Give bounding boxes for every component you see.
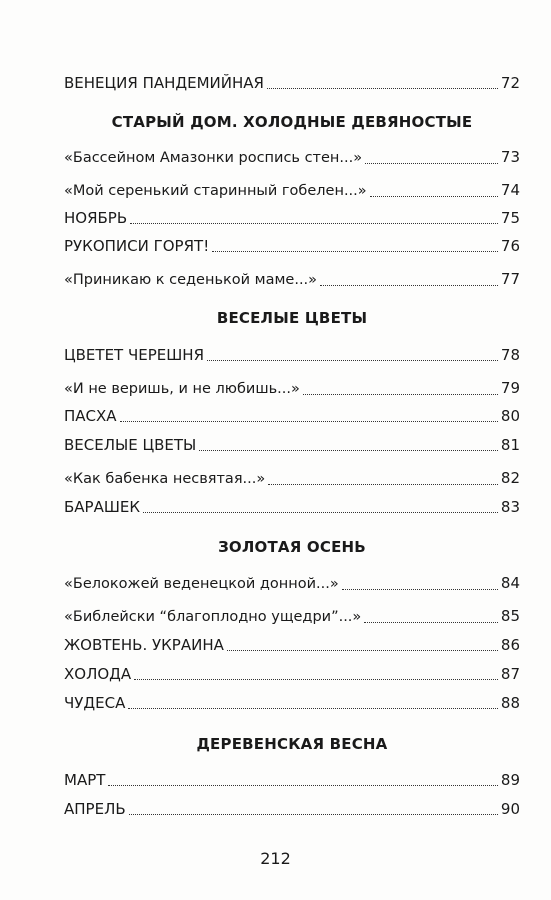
toc-entry-page: 89: [500, 771, 520, 789]
toc-leader-dots: [268, 484, 498, 485]
toc-entry-page: 84: [500, 574, 520, 592]
toc-entry-page: 83: [500, 498, 520, 516]
toc-leader-dots: [212, 251, 498, 252]
toc-entry: [64, 497, 520, 517]
toc-entry-title: ВЕСЕЛЫЕ ЦВЕТЫ: [64, 436, 197, 454]
toc-entry-page: 73: [500, 148, 520, 166]
toc-leader-dots: [320, 285, 498, 286]
page-number: 212: [260, 849, 291, 868]
toc-entry: [64, 147, 520, 168]
toc-entry-title: «И не веришь, и не любишь...»: [64, 381, 300, 397]
toc-entry-title: «Белокожей веденецкой донной...»: [64, 576, 339, 592]
toc-entry-page: 72: [500, 74, 520, 92]
toc-entry-title: ЧУДЕСА: [64, 694, 126, 712]
toc-entry: [64, 73, 520, 93]
toc-entry: [64, 606, 520, 627]
toc-entry-page: 79: [500, 379, 520, 397]
toc-entry: [64, 573, 520, 594]
toc-entry-title: «Библейски “благоплодно ущедри”...»: [64, 609, 362, 625]
toc-entry-title: ВЕНЕЦИЯ ПАНДЕМИЙНАЯ: [64, 74, 264, 92]
toc-leader-dots: [130, 223, 498, 224]
toc-leader-dots: [128, 708, 498, 709]
toc-entry-title: «Мой серенький старинный гобелен...»: [64, 183, 367, 199]
toc-leader-dots: [129, 814, 498, 815]
toc-entry: [64, 693, 520, 713]
toc-entry-title: АПРЕЛЬ: [64, 800, 126, 818]
toc-entry: [64, 435, 520, 455]
toc-entry-title: «Бассейном Амазонки роспись стен...»: [64, 150, 363, 166]
toc-entry-title: МАРТ: [64, 771, 106, 789]
toc-entry-title: ХОЛОДА: [64, 665, 132, 683]
toc-entry-title: «Как бабенка несвятая...»: [64, 471, 266, 487]
toc-entry-title: ЦВЕТЕТ ЧЕРЕШНЯ: [64, 346, 205, 364]
toc-leader-dots: [227, 650, 498, 651]
toc-entry-page: 90: [500, 800, 520, 818]
toc-entry: [64, 269, 520, 290]
toc-leader-dots: [207, 360, 498, 361]
toc-leader-dots: [303, 394, 498, 395]
toc-entry-page: 86: [500, 636, 520, 654]
toc-entry: [64, 770, 520, 790]
toc-leader-dots: [364, 622, 498, 623]
toc-entry: [64, 208, 520, 228]
toc-entry: [64, 664, 520, 684]
toc-entry-page: 77: [500, 270, 520, 288]
toc-entry: [64, 799, 520, 819]
toc-entry-title: ПАСХА: [64, 407, 117, 425]
toc-leader-dots: [342, 589, 498, 590]
section-heading: ЗОЛОТАЯ ОСЕНЬ: [218, 538, 366, 556]
toc-entry-title: БАРАШЕК: [64, 498, 141, 516]
toc-entry: [64, 635, 520, 655]
section-heading: ВЕСЕЛЫЕ ЦВЕТЫ: [216, 309, 368, 327]
toc-entry: [64, 378, 520, 399]
toc-entry-page: 87: [500, 665, 520, 683]
toc-entry-page: 81: [500, 436, 520, 454]
toc-entry: [64, 236, 520, 256]
toc-leader-dots: [108, 785, 497, 786]
toc-entry-title: РУКОПИСИ ГОРЯТ!: [64, 237, 210, 255]
toc-leader-dots: [370, 196, 498, 197]
toc-entry: [64, 406, 520, 426]
toc-entry-page: 80: [500, 407, 520, 425]
toc-entry-page: 82: [500, 469, 520, 487]
toc-leader-dots: [134, 679, 498, 680]
toc-entry-page: 76: [500, 237, 520, 255]
toc-entry: [64, 180, 520, 201]
toc-entry-title: «Приникаю к седенькой маме...»: [64, 272, 318, 288]
toc-entry: [64, 345, 520, 365]
toc-entry-page: 75: [500, 209, 520, 227]
section-heading: ДЕРЕВЕНСКАЯ ВЕСНА: [196, 735, 388, 753]
toc-leader-dots: [143, 512, 498, 513]
toc-entry-page: 85: [500, 607, 520, 625]
toc-entry-page: 88: [500, 694, 520, 712]
toc-entry-page: 74: [500, 181, 520, 199]
toc-entry: [64, 468, 520, 489]
section-heading: СТАРЫЙ ДОМ. ХОЛОДНЫЕ ДЕВЯНОСТЫЕ: [111, 113, 473, 131]
toc-leader-dots: [365, 163, 498, 164]
toc-entry-title: ЖОВТЕНЬ. УКРАИНА: [64, 636, 224, 654]
toc-leader-dots: [120, 421, 498, 422]
toc-entry-title: НОЯБРЬ: [64, 209, 128, 227]
toc-entry-page: 78: [500, 346, 520, 364]
toc-leader-dots: [199, 450, 498, 451]
toc-leader-dots: [267, 88, 498, 89]
